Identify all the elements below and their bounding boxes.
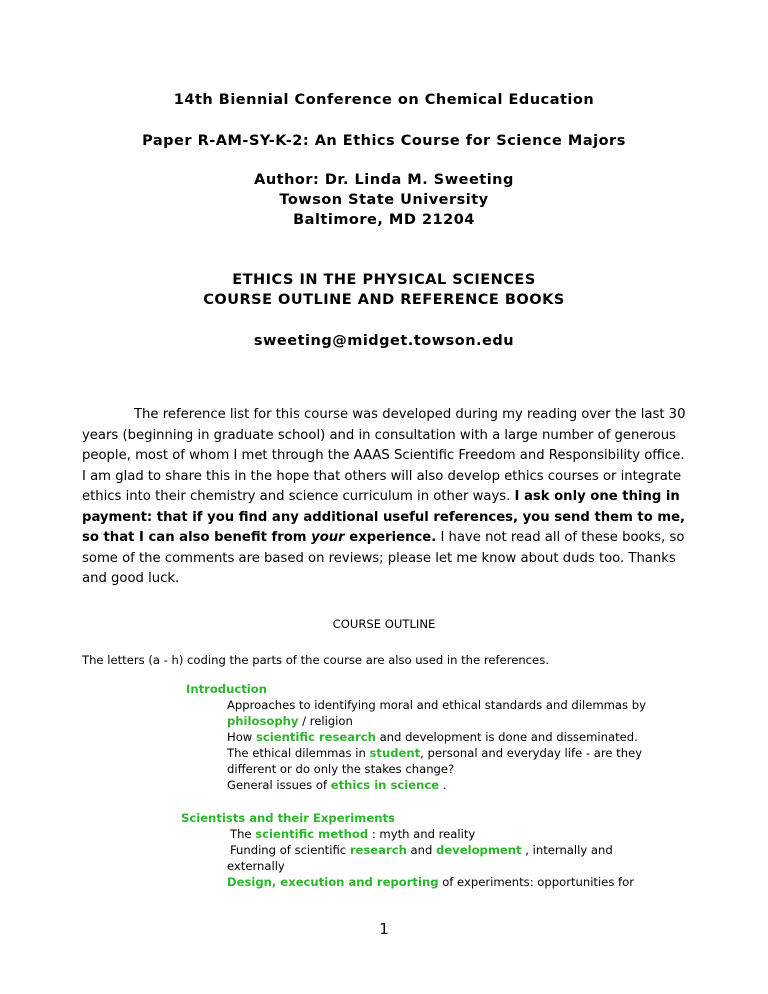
keyword-scientific-method: scientific method [255,827,369,841]
outline-heading: COURSE OUTLINE [332,617,436,631]
keyword-student: student [369,746,421,760]
sci-item-4-b: of experiments: opportunities for [438,875,634,889]
university-line: Towson State University [279,192,489,208]
location-line: Baltimore, MD 21204 [293,212,475,228]
author-line: Author: Dr. Linda M. Sweeting [254,172,514,188]
contact-email[interactable]: sweeting@midget.towson.edu [253,333,515,349]
section-introduction-title: Introduction [186,682,267,696]
intro-request-emphasis: your [311,530,345,545]
intro-item-6-b: . [439,778,447,792]
keyword-design-execution-reporting: Design, execution and reporting [227,875,439,889]
intro-item-6-a: General issues of [227,778,331,792]
sci-item-1-a: The [230,827,256,841]
intro-request-2: experience. [344,530,437,545]
intro-text-1: The reference list for this course was developed during my reading over the last 30 years (beginning in graduate school) and in consultation with a large number of generous people, most of whom I met through the AAAS Scientific Freedom and Responsibility office. I am glad to share this in the hope that others will also develop ethics courses or integrate ethics into their chemistry and science curriculum in other ways. [82,407,686,504]
intro-item-1: Approaches to identifying moral and ethical standards and dilemmas by [227,698,646,712]
sci-item-2 [230,842,700,858]
intro-item-3-a: How [227,730,256,744]
sci-item-3: externally [227,859,285,873]
intro-item-2 [227,713,697,729]
keyword-scientific-research: scientific research [255,730,376,744]
intro-item-5: different or do only the stakes change? [227,762,455,776]
intro-text-2: I have not read all of these books, so some of the comments are based on reviews; please let me know about duds too. Thanks and good luck. [82,530,685,586]
intro-item-4-a: The ethical dilemmas in [227,746,370,760]
sci-item-1 [230,826,700,842]
intro-paragraph [82,405,692,590]
intro-item-6 [227,777,697,793]
doc-title-line2: COURSE OUTLINE AND REFERENCE BOOKS [203,292,565,308]
intro-item-4 [227,745,697,761]
paper-title: Paper R-AM-SY-K-2: An Ethics Course for Science Majors [142,133,626,149]
outline-note: The letters (a - h) coding the parts of the course are also used in the references. [82,653,549,667]
doc-title-line1: ETHICS IN THE PHYSICAL SCIENCES [232,272,536,288]
intro-item-3-b: and development is done and disseminated. [375,730,638,744]
sci-item-1-b: : myth and reality [368,827,476,841]
intro-request-1: I ask only one thing in payment: that if you find any additional useful references, you send them to me, so that I can also benefit from [82,489,686,545]
section-scientists-title: Scientists and their Experiments [181,811,395,825]
keyword-philosophy: philosophy [227,714,299,728]
intro-item-3 [227,729,697,745]
intro-item-2-text: / religion [298,714,353,728]
intro-item-4-b: , personal and everyday life - are they [420,746,643,760]
sci-item-2-b: , internally and [521,843,613,857]
sci-item-2-a: Funding of scientific [230,843,350,857]
keyword-research: research [349,843,407,857]
page-number: 1 [379,920,389,938]
sci-item-4 [227,874,697,890]
conference-title: 14th Biennial Conference on Chemical Education [173,92,595,108]
keyword-ethics-in-science: ethics in science [330,778,440,792]
keyword-development: development [436,843,522,857]
sci-item-2-mid: and [406,843,437,857]
